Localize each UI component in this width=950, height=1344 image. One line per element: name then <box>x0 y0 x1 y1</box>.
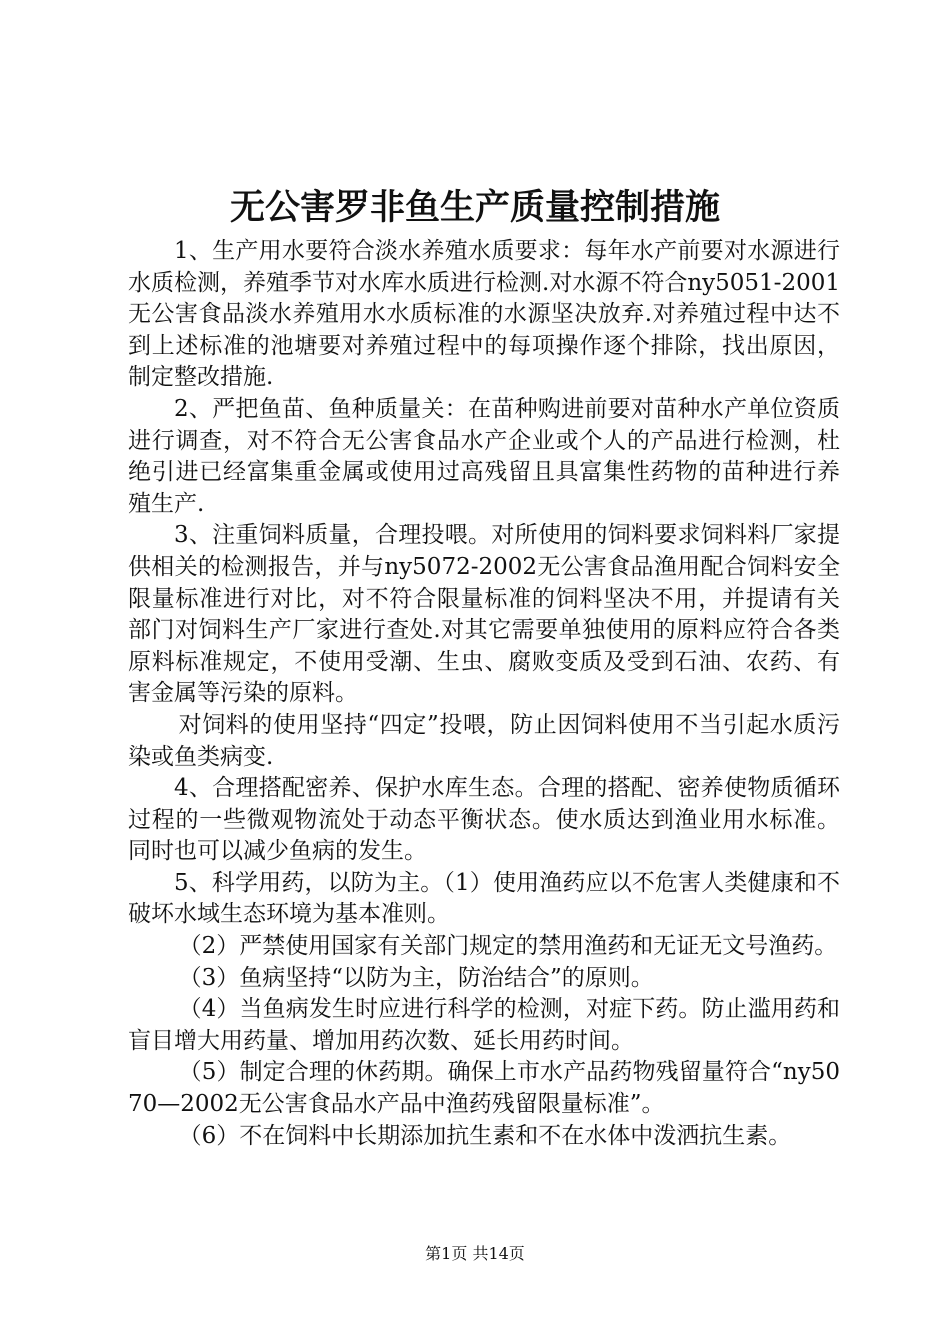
document-body <box>128 236 840 1152</box>
paragraph-medication-item-6: （6）不在饲料中长期添加抗生素和不在水体中泼洒抗生素。 <box>178 1122 792 1149</box>
paragraph-feeding-rules: 对饲料的使用坚持“四定”投喂，防止因饲料使用不当引起水质污染或鱼类病变. <box>128 711 840 770</box>
page-footer: 第1页 共14页 <box>425 1244 525 1263</box>
paragraph-feed-quality: 3、注重饲料质量，合理投喂。对所使用的饲料要求饲料料厂家提供相关的检测报告，并与ny5072-2002无公害食品渔用配合饲料安全限量标准进行对比，对不符合限量标准的饲料坚决不用，并提请有关部门对饲料生产厂家进行查处.对其它需要单独使用的原料应符合各类原料标准规定，不使用受潮、生虫、腐败变质及受到石油、农药、有害金属等污染的原料。 <box>128 522 840 707</box>
paragraph-stocking: 4、合理搭配密养、保护水库生态。合理的搭配、密养使物质循环过程的一些微观物流处于动态平衡状态。使水质达到渔业用水标准。同时也可以减少鱼病的发生。 <box>128 775 840 865</box>
paragraph-medication-item-4: （4）当鱼病发生时应进行科学的检测，对症下药。防止滥用药和盲目增大用药量、增加用药次数、延长用药时间。 <box>128 996 840 1054</box>
paragraph-medication: 5、科学用药，以防为主。（1）使用渔药应以不危害人类健康和不破坏水域生态环境为基本准则。 <box>128 869 840 928</box>
page-title: 无公害罗非鱼生产质量控制措施 <box>229 187 720 228</box>
paragraph-water-quality: 1、生产用水要符合淡水养殖水质要求：每年水产前要对水源进行水质检测，养殖季节对水库水质进行检测.对水源不符合ny5051-2001无公害食品淡水养殖用水水质标准的水源坚决放弃.对养殖过程中达不到上述标准的池塘要对养殖过程中的每项操作逐个排除，找出原因，制定整改措施. <box>128 238 840 391</box>
paragraph-medication-item-5: （5）制定合理的休药期。确保上市水产品药物残留量符合“ny5070—2002无公害食品水产品中渔药残留限量标准”。 <box>128 1059 840 1118</box>
paragraph-medication-item-3: （3）鱼病坚持“以防为主，防治结合”的原则。 <box>178 964 654 991</box>
paragraph-medication-item-2: （2）严禁使用国家有关部门规定的禁用渔药和无证无文号渔药。 <box>178 933 838 960</box>
paragraph-fry-quality: 2、严把鱼苗、鱼种质量关：在苗种购进前要对苗种水产单位资质进行调查，对不符合无公害食品水产企业或个人的产品进行检测，杜绝引进已经富集重金属或使用过高残留且具富集性药物的苗种进行养殖生产. <box>128 395 840 517</box>
